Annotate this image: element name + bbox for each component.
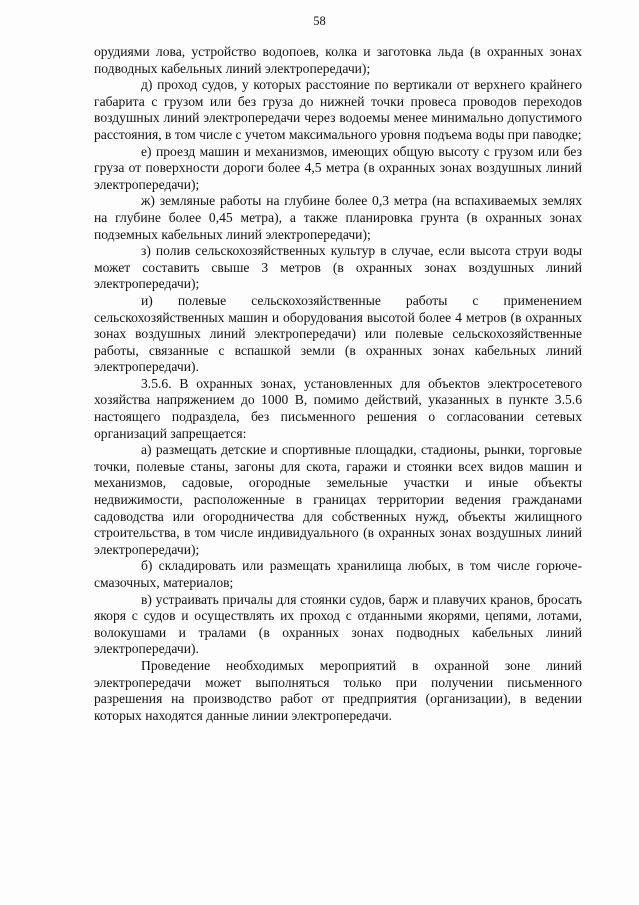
document-body [94,44,582,724]
paragraph-item-i: и) полевые сельскохозяйственные работы с применением сельскохозяйственных машин и оборудования высотой более 4 метров (в охранных зонах воздушных линий электропередачи) или полевые сельскохозяйственные работы, связанные с вспашкой земли (в охранных зонах кабельных линий электропередачи). [94,292,582,375]
page-number: 58 [313,14,326,28]
paragraph-section-3-5-6: 3.5.6. В охранных зонах, установленных для объектов электросетевого хозяйства напряжением до 1000 В, помимо действий, указанных в пункте 3.5.6 настоящего подраздела, без письменного решения о согласовании сетевых организаций запрещается: [94,375,582,441]
paragraph-item-zh: ж) земляные работы на глубине более 0,3 метра (на вспахиваемых землях на глубине более 0,45 метра), а также планировка грунта (в охранных зонах подземных кабельных линий электропередачи); [94,193,582,242]
paragraph-continuation: орудиями лова, устройство водопоев, колка и заготовка льда (в охранных зонах подводных кабельных линий электропередачи); [94,44,582,76]
paragraph-item-z: з) полив сельскохозяйственных культур в случае, если высота струи воды может составить свыше 3 метров (в охранных зонах воздушных линий электропередачи); [94,243,582,292]
paragraph-closing: Проведение необходимых мероприятий в охранной зоне линий электропередачи может выполняться только при получении письменного разрешения на производство работ от предприятия (организации), в ведении которых находятся данные линии электропередачи. [94,657,582,723]
paragraph-item-v: в) устраивать причалы для стоянки судов, барж и плавучих кранов, бросать якоря с судов и осуществлять их проход с отданными якорями, цепями, лотами, волокушами и тралами (в охранных зонах подводных кабельных линий электропередачи). [94,591,582,657]
paragraph-item-a: а) размещать детские и спортивные площадки, стадионы, рынки, торговые точки, полевые станы, загоны для скота, гаражи и стоянки всех видов машин и механизмов, садовые, огородные земельные участки и иные объекты недвижимости, расположенные в границах территории ведения гражданами садоводства или огородничества для собственных нужд, объекты жилищного строительства, в том числе индивидуального (в охранных зонах воздушных линий электропередачи); [94,442,582,557]
paragraph-item-d: д) проход судов, у которых расстояние по вертикали от верхнего крайнего габарита с грузом или без груза до нижней точки провеса проводов переходов воздушных линий электропередачи через водоемы менее минимально допустимого расстояния, в том числе с учетом максимального уровня подъема воды при паводке; [94,77,582,142]
paragraph-item-e: е) проезд машин и механизмов, имеющих общую высоту с грузом или без груза от поверхности дороги более 4,5 метра (в охранных зонах воздушных линий электропередачи); [94,143,582,192]
paragraph-item-b: б) складировать или размещать хранилища любых, в том числе горюче-смазочных, материалов; [94,558,582,590]
